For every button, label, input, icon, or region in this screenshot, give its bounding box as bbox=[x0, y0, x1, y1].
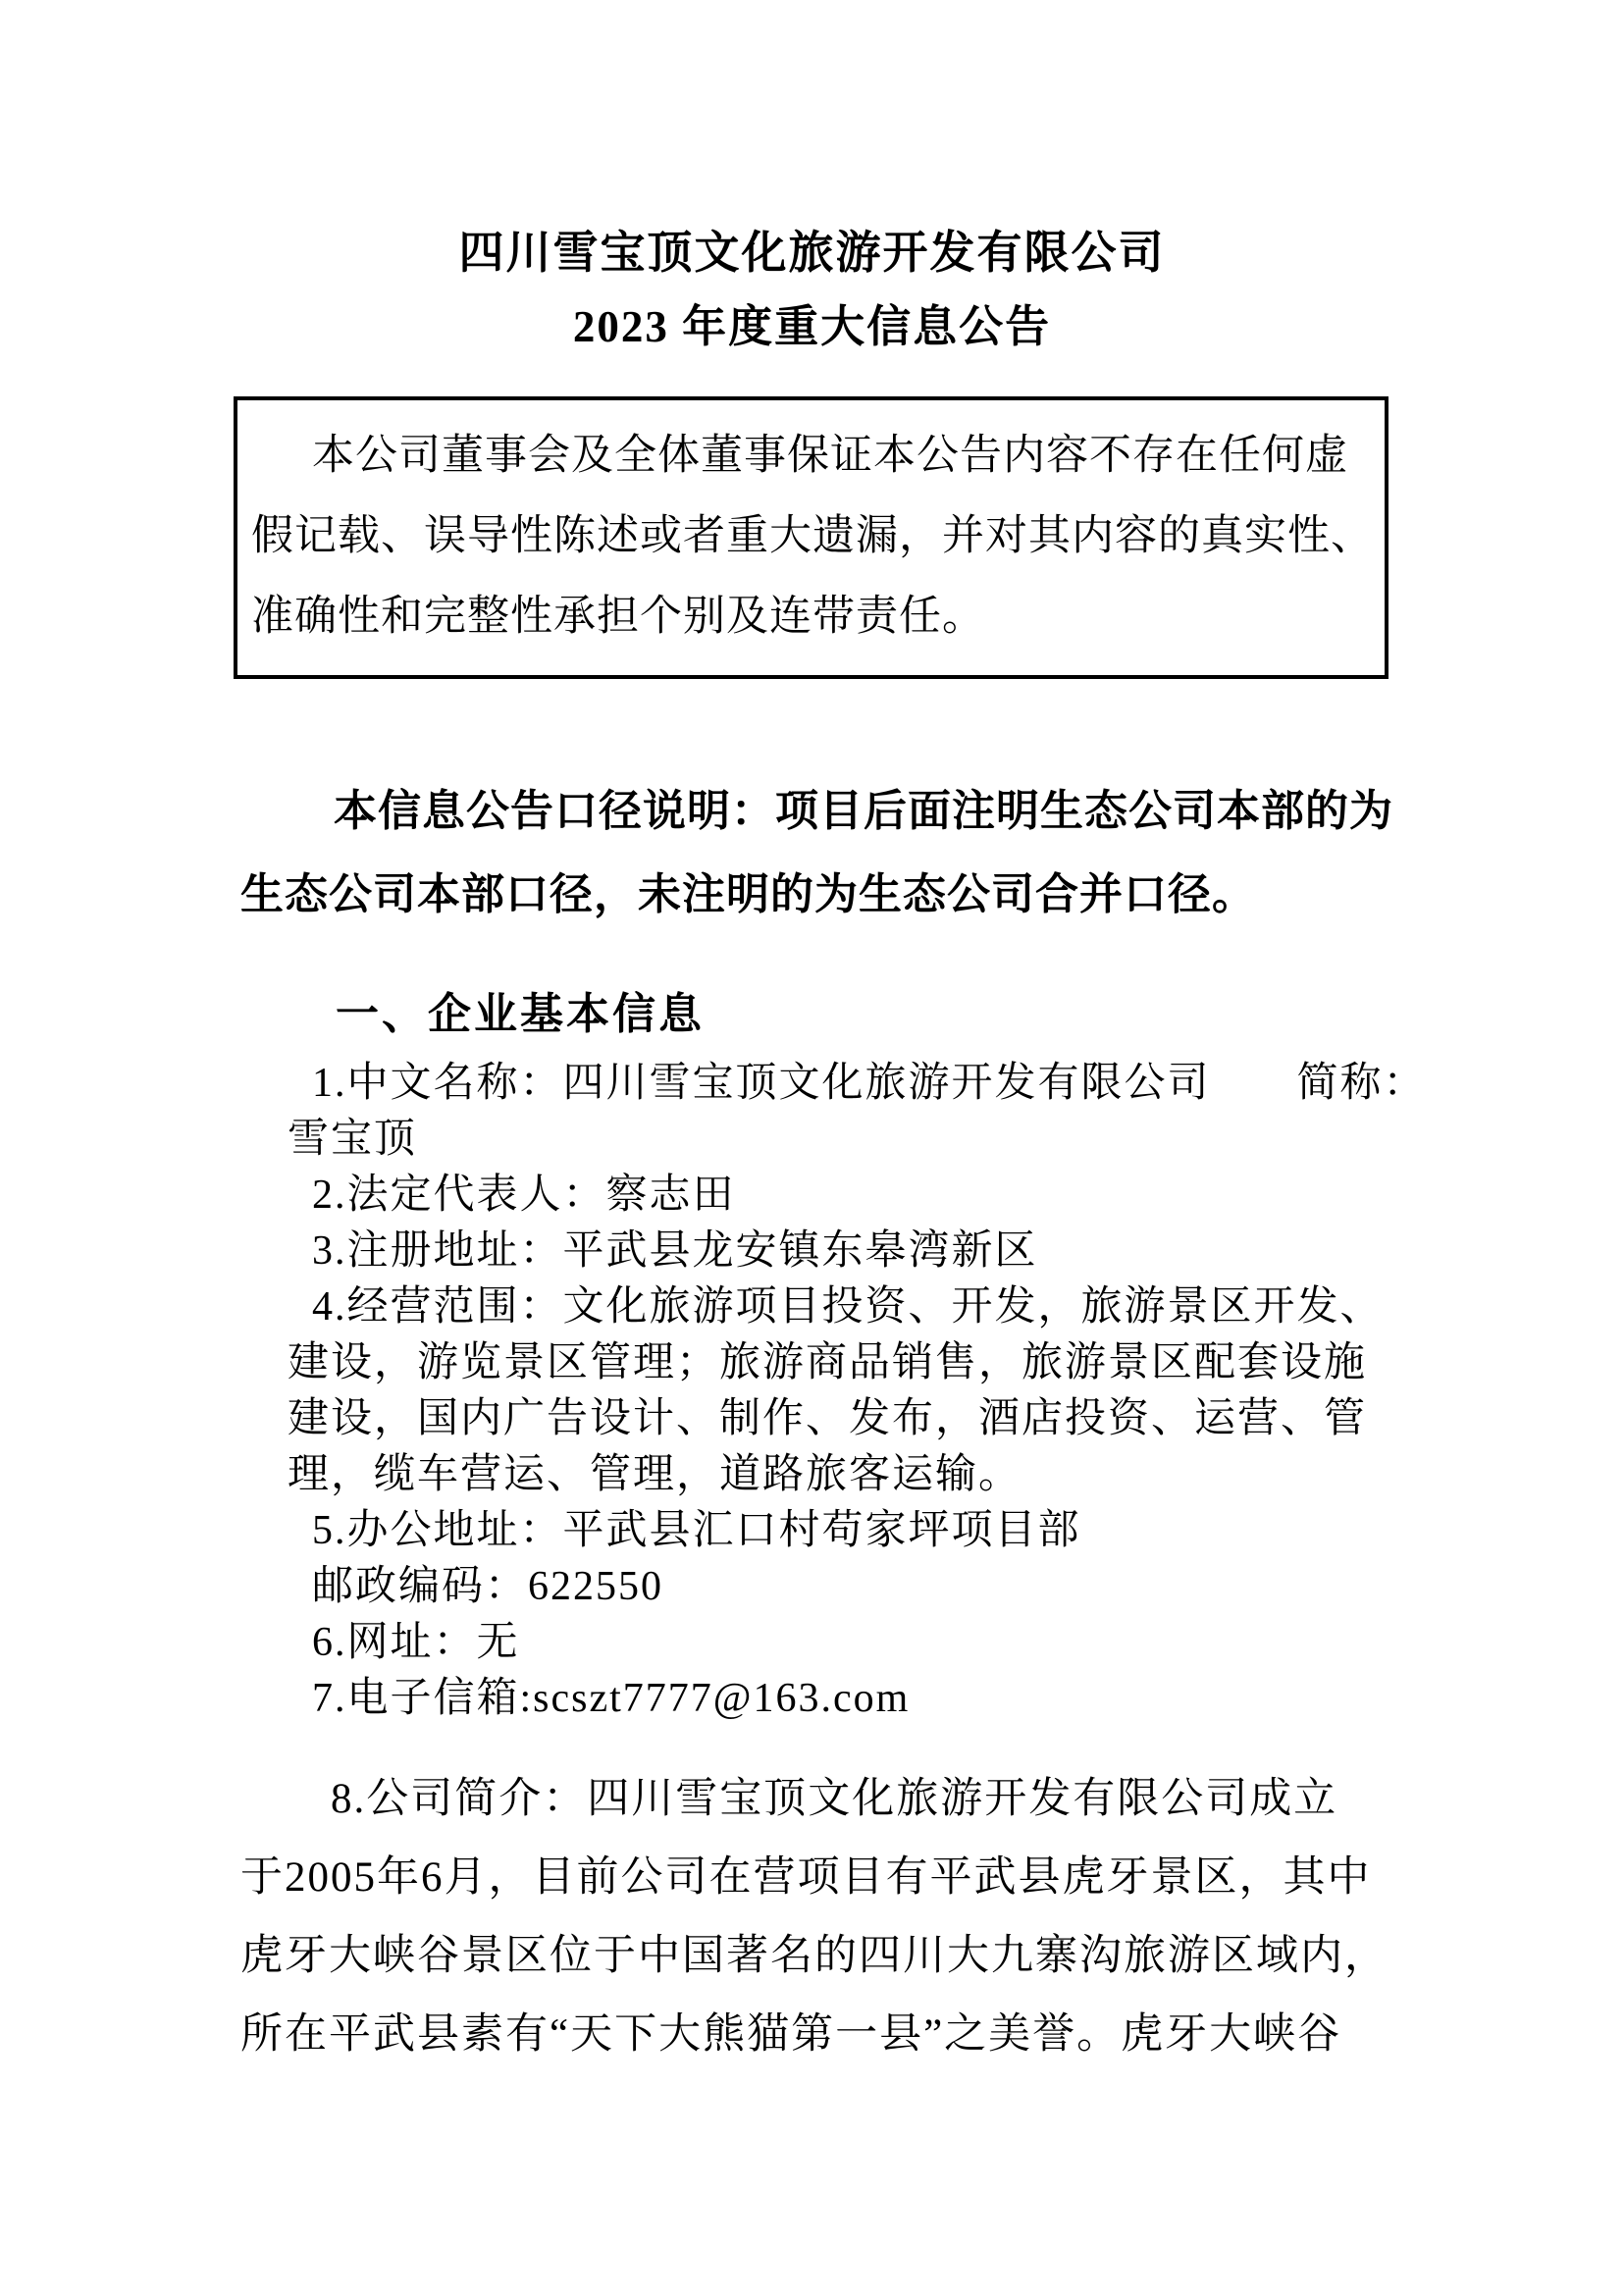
section-heading-basic-info: 一、企业基本信息 bbox=[336, 990, 705, 1038]
item-office-address bbox=[288, 1503, 1403, 1559]
document-title-line2: 2023 年度重大信息公告 bbox=[572, 302, 1052, 351]
text-line: 本信息公告口径说明：项目后面注明生态公司本部的为 bbox=[334, 787, 1393, 835]
item-postal-code bbox=[288, 1559, 1403, 1615]
caliber-note-paragraph bbox=[240, 769, 1403, 936]
text-line: 理，缆车营运、管理，道路旅客运输。 bbox=[288, 1452, 1022, 1497]
text-line: 于2005年6月，目前公司在营项目有平武县虎牙景区，其中 bbox=[240, 1854, 1372, 1901]
item-business-scope bbox=[288, 1279, 1403, 1503]
text-line: 2.法定代表人：察志田 bbox=[312, 1173, 736, 1218]
text-line: 生态公司本部口径，未注明的为生态公司合并口径。 bbox=[240, 870, 1256, 918]
text-line: 本公司董事会及全体董事保证本公告内容不存在任何虚 bbox=[312, 433, 1348, 479]
text-line: 所在平武县素有“天下大熊猫第一县”之美誉。虎牙大峡谷 bbox=[240, 2011, 1342, 2058]
text-line: 虎牙大峡谷景区位于中国著名的四川大九寨沟旅游区域内， bbox=[240, 1933, 1388, 1979]
text-line: 准确性和完整性承担个别及连带责任。 bbox=[251, 594, 985, 640]
text-line: 6.网址：无 bbox=[312, 1620, 520, 1665]
item-website bbox=[288, 1615, 1403, 1671]
text-line: 5.办公地址：平武县汇口村苟家坪项目部 bbox=[312, 1508, 1081, 1553]
board-statement-box bbox=[234, 396, 1388, 679]
text-line: 8.公司简介：四川雪宝顶文化旅游开发有限公司成立 bbox=[331, 1776, 1338, 1822]
document-body bbox=[240, 769, 1427, 2074]
document-title-line1: 四川雪宝顶文化旅游开发有限公司 bbox=[458, 228, 1166, 278]
text-line: 4.经营范围：文化旅游项目投资、开发，旅游景区开发、 bbox=[312, 1284, 1384, 1330]
item-registered-address bbox=[288, 1224, 1403, 1279]
item-email bbox=[288, 1671, 1403, 1727]
text-line: 7.电子信箱:scszt7777@163.com bbox=[312, 1676, 911, 1721]
item-chinese-name bbox=[288, 1056, 1427, 1168]
text-line: 3.注册地址：平武县龙安镇东皋湾新区 bbox=[312, 1228, 1038, 1274]
text-line: 1.中文名称：四川雪宝顶文化旅游开发有限公司 简称： bbox=[312, 1061, 1427, 1106]
company-profile-paragraph bbox=[240, 1760, 1403, 2074]
item-legal-representative bbox=[288, 1168, 1403, 1224]
text-line: 假记载、误导性陈述或者重大遗漏，并对其内容的真实性、 bbox=[251, 513, 1374, 559]
text-line: 邮政编码：622550 bbox=[312, 1564, 664, 1609]
text-line: 建设，游览景区管理；旅游商品销售，旅游景区配套设施 bbox=[288, 1340, 1368, 1385]
text-line: 雪宝顶 bbox=[288, 1117, 418, 1162]
text-line: 建设，国内广告设计、制作、发布，酒店投资、运营、管 bbox=[288, 1396, 1368, 1441]
basic-info-list bbox=[240, 1056, 1427, 1727]
